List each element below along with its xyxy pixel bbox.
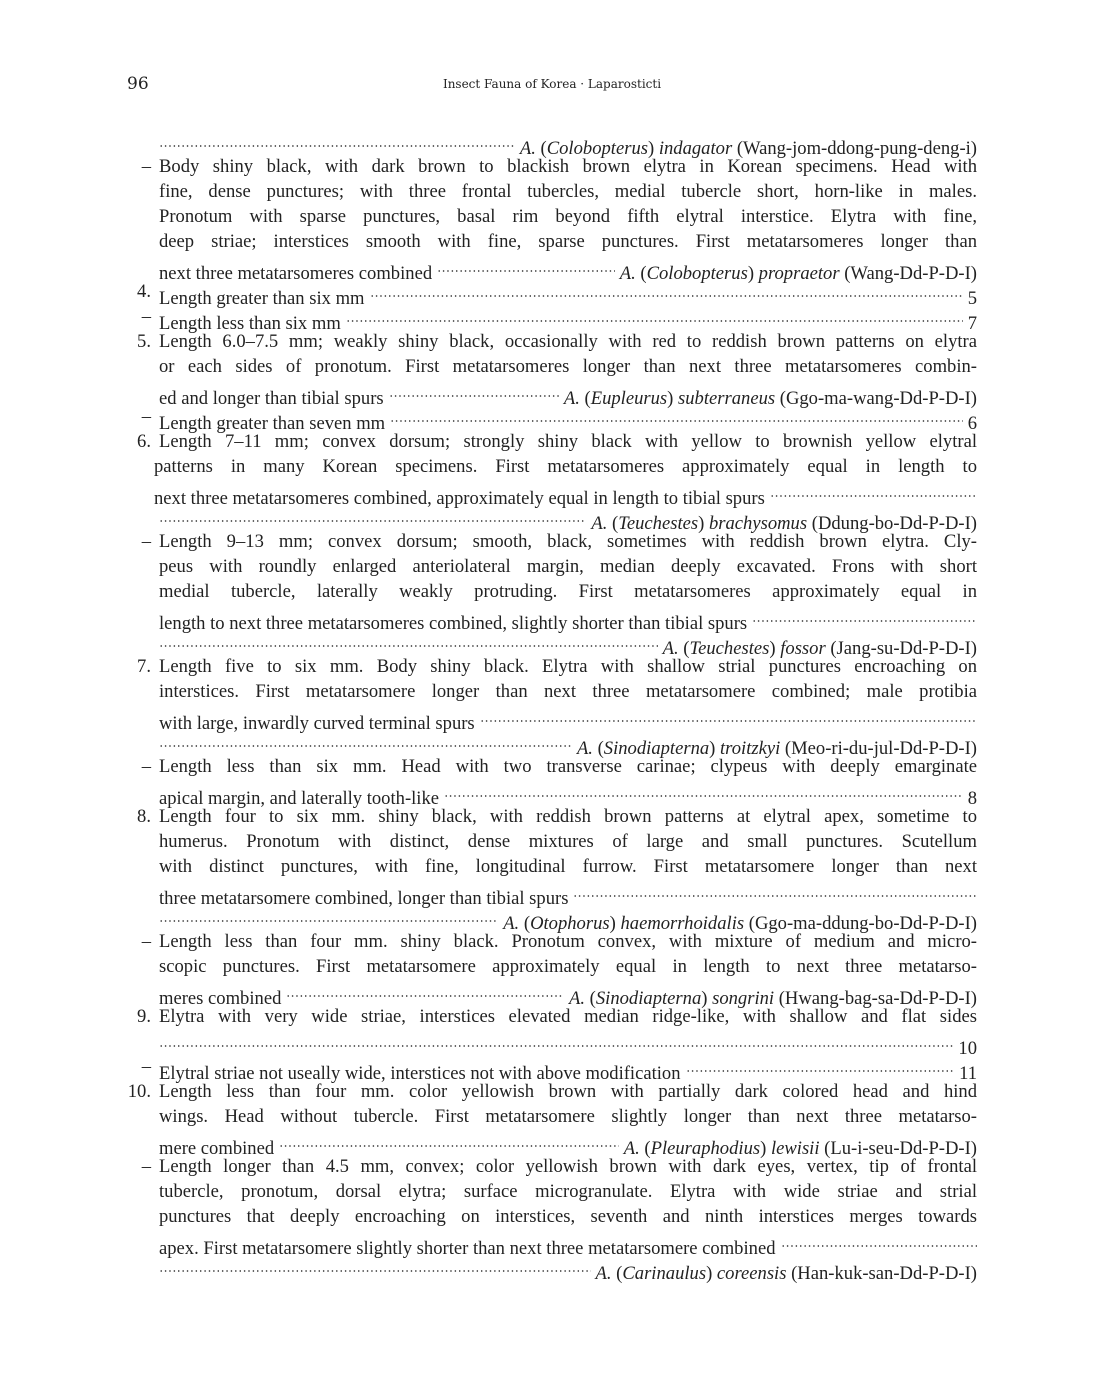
key-line [117,329,977,354]
key-line [117,779,977,809]
key-line [117,754,977,779]
dot-leader [159,729,572,754]
species-epithet: brachysomus [708,513,808,534]
couplet-number: – [141,406,151,427]
species-name: A. (Pleuraphodius) lewisii (Lu-i-seu-Dd-P-D-I) [623,1138,977,1159]
key-line [117,904,977,934]
genus-abbrev: A. [595,1263,612,1284]
korean-name: (Ddung-bo-Dd-P-D-I) [807,513,977,534]
couplet-text: Length less than four mm. shiny black. Pronotum convex, with mixture of medium and micro- [159,931,977,952]
couplet-text: Length 6.0–7.5 mm; weakly shiny black, occasionally with red to reddish brown patterns on elytra [159,331,977,352]
key-line [117,1054,977,1084]
couplet-number: – [141,531,151,552]
couplet-reference: 10 [958,1038,977,1059]
couplet-description: Length greater than six mm [159,288,365,309]
key-line [117,629,977,659]
couplet-description: apex. First metatarsomere slightly shorter than next three metatarsomere combined [159,1238,776,1259]
couplet-text: punctures that deeply encroaching on interstices, seventh and ninth interstices merges towards [159,1206,977,1227]
genus-abbrev: A. [569,988,586,1009]
dot-leader [159,1254,591,1279]
page-number: 96 [127,74,149,94]
key-line [117,1204,977,1229]
key-line [117,1079,977,1104]
key-line [117,879,977,909]
species-name: A. (Teuchestes) brachysomus (Ddung-bo-Dd-P-D-I) [591,513,977,534]
key-line [117,129,977,159]
key-line [117,929,977,954]
couplet-number: – [141,306,151,327]
dot-leader [159,129,515,154]
genus-abbrev: A. [563,388,580,409]
couplet-text: Length longer than 4.5 mm, convex; color yellowish brown with dark eyes, vertex, tip of frontal [159,1156,977,1177]
subgenus: Teuchestes [689,638,770,659]
dot-leader [159,1029,953,1054]
couplet-text: Length five to six mm. Body shiny black. Elytra with shallow strial punctures encroaching on [159,656,977,677]
korean-name: (Meo-ri-du-jul-Dd-P-D-I) [780,738,977,759]
couplet-text: peus with roundly enlarged anteriolateral margin, median deeply excavated. Frons with short [159,556,977,577]
key-line [117,1154,977,1179]
couplet-reference: 7 [967,313,977,334]
couplet-text: or each sides of pronotum. First metatarsomeres longer than next three metatarsomeres combin- [159,356,977,377]
species-name: A. (Colobopterus) indagator (Wang-jom-ddong-pung-deng-i) [519,138,977,159]
couplet-description: next three metatarsomeres combined, approximately equal in length to tibial spurs [154,488,765,509]
couplet-reference: 5 [967,288,977,309]
subgenus: Teuchestes [618,513,699,534]
subgenus: Pleuraphodius [650,1138,761,1159]
dot-leader [573,879,977,904]
species-epithet: subterraneus [678,388,776,409]
genus-abbrev: A. [576,738,593,759]
key-line [117,679,977,704]
couplet-text: with distinct punctures, with fine, longitudinal furrow. First metatarsomere longer than next [159,856,977,877]
couplet-reference: 8 [967,788,977,809]
key-line [117,1104,977,1129]
key-line [117,654,977,679]
couplet-description: three metatarsomere combined, longer than tibial spurs [159,888,569,909]
key-line [117,604,977,634]
subgenus: Otophorus [530,913,610,934]
couplet-text: Pronotum with sparse punctures, basal rim beyond fifth elytral interstice. Elytra with fine, [159,206,977,227]
species-epithet: indagator [658,138,733,159]
couplet-text: tubercle, pronotum, dorsal elytra; surface microgranulate. Elytra with wide striae and strial [159,1181,977,1202]
species-epithet: propraetor [758,263,840,284]
couplet-text: medial tubercle, laterally weakly protruding. First metatarsomeres approximately equal in [159,581,977,602]
species-epithet: fossor [780,638,826,659]
key-line [117,254,977,284]
couplet-description: meres combined [159,988,282,1009]
key-line [117,179,977,204]
dot-leader [370,279,963,304]
dot-leader [480,704,977,729]
dot-leader [279,1129,619,1154]
couplet-text: patterns in many Korean specimens. First metatarsomeres approximately equal in length to [154,456,977,477]
key-line [117,279,977,309]
korean-name: (Wang-jom-ddong-pung-deng-i) [732,138,977,159]
species-name: A. (Otophorus) haemorrhoidalis (Ggo-ma-ddung-bo-Dd-P-D-I) [503,913,977,934]
genus-abbrev: A. [519,138,536,159]
key-line [117,454,977,479]
key-line [117,504,977,534]
genus-abbrev: A. [619,263,636,284]
dot-leader [781,1229,978,1254]
couplet-number: 8. [137,806,151,827]
dot-leader [159,904,498,929]
korean-name: (Wang-Dd-P-D-I) [839,263,977,284]
korean-name: (Hwang-bag-sa-Dd-P-D-I) [774,988,977,1009]
couplet-description: apical margin, and laterally tooth-like [159,788,440,809]
couplet-text: fine, dense punctures; with three frontal tubercles, medial tubercle short, horn-like in males. [159,181,977,202]
couplet-text: Body shiny black, with dark brown to blackish brown elytra in Korean specimens. Head with [159,156,977,177]
dot-leader [437,254,615,279]
species-name: A. (Colobopterus) propraetor (Wang-Dd-P-D-I) [619,263,977,284]
couplet-text: Elytra with very wide striae, interstices elevated median ridge-like, with shallow and flat sides [159,1006,977,1027]
dot-leader [686,1054,955,1079]
dot-leader [390,404,963,429]
couplet-text: humerus. Pronotum with distinct, dense mixtures of large and small punctures. Scutellum [159,831,977,852]
species-name: A. (Sinodiapterna) troitzkyi (Meo-ri-du-jul-Dd-P-D-I) [576,738,977,759]
species-epithet: lewisii [770,1138,820,1159]
key-line [117,1254,977,1284]
couplet-number: 5. [137,331,151,352]
dot-leader [770,479,977,504]
key-line [117,354,977,379]
couplet-number: 9. [137,1006,151,1027]
key-line [117,704,977,734]
couplet-number: 7. [137,656,151,677]
couplet-number: 10. [127,1081,151,1102]
key-line [117,554,977,579]
dot-leader [752,604,977,629]
couplet-description: ed and longer than tibial spurs [159,388,384,409]
species-epithet: haemorrhoidalis [620,913,745,934]
couplet-number: – [141,756,151,777]
couplet-description: mere combined [159,1138,275,1159]
page-header [127,74,977,98]
couplet-description: Length greater than seven mm [159,413,386,434]
couplet-text: Length 7–11 mm; convex dorsum; strongly shiny black with yellow to brownish yellow elytral [159,431,977,452]
couplet-description: with large, inwardly curved terminal spurs [159,713,475,734]
subgenus: Eupleurus [590,388,668,409]
species-name: A. (Carinaulus) coreensis (Han-kuk-san-Dd-P-D-I) [595,1263,977,1284]
genus-abbrev: A. [623,1138,640,1159]
couplet-description: Elytral striae not useally wide, interstices not with above modification [159,1063,681,1084]
couplet-text: Length 9–13 mm; convex dorsum; smooth, black, sometimes with reddish brown elytra. Cly- [159,531,977,552]
dot-leader [444,779,963,804]
couplet-text: Length less than four mm. color yellowish brown with partially dark colored head and hind [159,1081,977,1102]
couplet-text [159,1254,977,1286]
couplet-number: 6. [137,431,151,452]
genus-abbrev: A. [503,913,520,934]
dot-leader [346,304,963,329]
key-line [117,204,977,229]
genus-abbrev: A. [591,513,608,534]
species-name: A. (Sinodiapterna) songrini (Hwang-bag-sa-Dd-P-D-I) [569,988,977,1009]
couplet-description: next three metatarsomeres combined [159,263,433,284]
couplet-text: deep striae; interstices smooth with fine, sparse punctures. First metatarsomeres longer than [159,231,977,252]
korean-name: (Ggo-ma-wang-Dd-P-D-I) [775,388,977,409]
genus-abbrev: A. [662,638,679,659]
species-name: A. (Teuchestes) fossor (Jang-su-Dd-P-D-I) [662,638,977,659]
dot-leader [159,504,586,529]
couplet-description: Length less than six mm [159,313,341,334]
species-epithet: troitzkyi [720,738,781,759]
key-line [117,829,977,854]
couplet-text: scopic punctures. First metatarsomere approximately equal in length to next three metatarso- [159,956,977,977]
korean-name: (Lu-i-seu-Dd-P-D-I) [819,1138,977,1159]
key-line [117,154,977,179]
key-line [117,304,977,334]
couplet-text: wings. Head without tubercle. First metatarsomere slightly longer than next three metatarso- [159,1106,977,1127]
key-line [117,1004,977,1029]
couplet-number: – [141,1056,151,1077]
korean-name: (Ggo-ma-ddung-bo-Dd-P-D-I) [744,913,977,934]
dot-leader [159,629,658,654]
couplet-description: length to next three metatarsomeres combined, slightly shorter than tibial spurs [159,613,748,634]
key-line [117,954,977,979]
key-line [117,729,977,759]
running-title: Insect Fauna of Korea · Laparosticti [442,77,662,91]
couplet-number: – [141,156,151,177]
couplet-number: 4. [137,281,151,302]
key-line [117,404,977,434]
dot-leader [389,379,559,404]
key-line [117,1029,977,1059]
korean-name: (Han-kuk-san-Dd-P-D-I) [786,1263,977,1284]
couplet-number: – [141,1156,151,1177]
key-line [117,579,977,604]
korean-name: (Jang-su-Dd-P-D-I) [825,638,977,659]
dot-leader [286,979,564,1004]
species-name: A. (Eupleurus) subterraneus (Ggo-ma-wang-Dd-P-D-I) [563,388,977,409]
couplet-text: Length four to six mm. shiny black, with reddish brown patterns at elytral apex, sometime to [159,806,977,827]
key-line [117,529,977,554]
key-line [117,854,977,879]
subgenus: Carinaulus [622,1263,707,1284]
key-line [117,1179,977,1204]
species-epithet: songrini [712,988,775,1009]
key-line [117,979,977,1009]
subgenus: Colobopterus [646,263,748,284]
key-line [117,804,977,829]
species-epithet: coreensis [716,1263,787,1284]
key-line [117,379,977,409]
key-line [117,1129,977,1159]
subgenus: Colobopterus [546,138,648,159]
couplet-reference: 6 [967,413,977,434]
key-line [117,479,977,509]
key-line [117,1229,977,1259]
couplet-reference: 11 [959,1063,977,1084]
key-line [117,229,977,254]
couplet-text: Length less than six mm. Head with two transverse carinae; clypeus with deeply emarginate [159,756,977,777]
subgenus: Sinodiapterna [603,738,710,759]
couplet-number: – [141,931,151,952]
couplet-text: interstices. First metatarsomere longer than next three metatarsomere combined; male protibia [159,681,977,702]
key-line [117,429,977,454]
subgenus: Sinodiapterna [595,988,702,1009]
identification-key [117,129,977,1284]
